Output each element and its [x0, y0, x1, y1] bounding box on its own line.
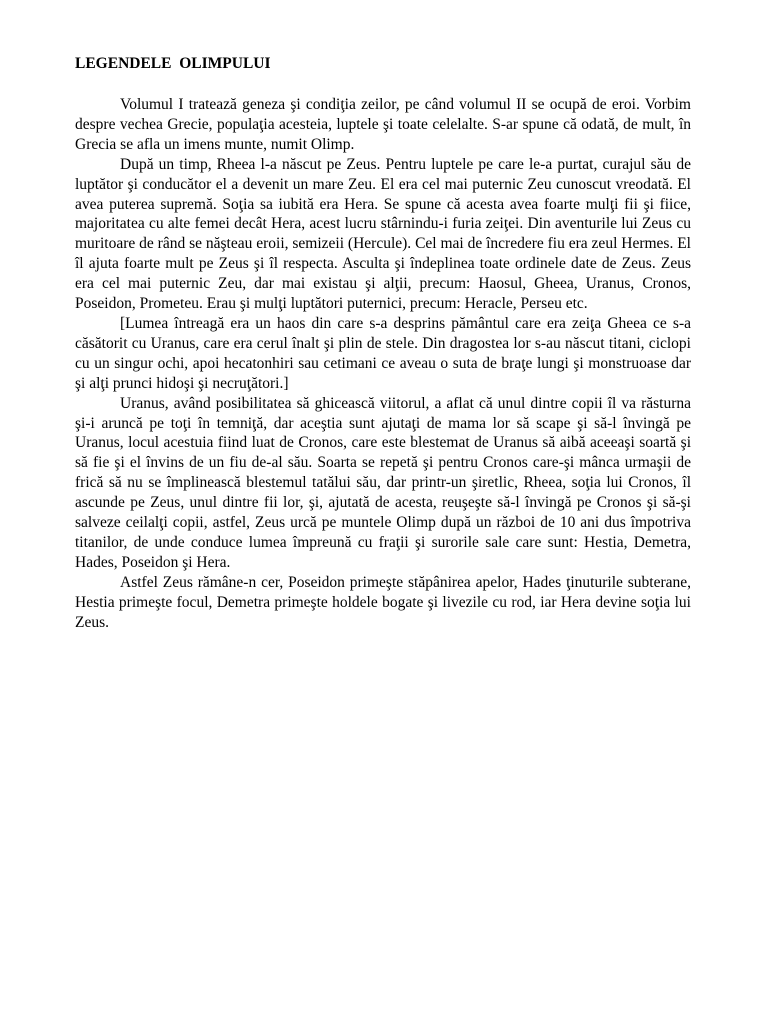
document-title: LEGENDELE OLIMPULUI [75, 55, 271, 72]
paragraph-division: Astfel Zeus rămâne-n cer, Poseidon primeşte stăpânirea apelor, Hades ţinuturile subterane, Hestia primeşte focul, Demetra primeşte holdele bogate şi livezile cu rod, iar Hera devine soţia lui Zeus. [75, 573, 691, 631]
paragraph-zeus: După un timp, Rheea l-a născut pe Zeus. Pentru luptele pe care le-a purtat, curajul său de luptător şi conducător el a devenit un mare Zeu. El era cel mai puternic Zeu cunoscut vreodată. El avea puterea supremă. Soţia sa iubită era Hera. Se spune că acesta avea foarte mulţi fii şi fiice, majoritatea cu alte femei decât Hera, acest lucru stârnindu-i furia zeiţei. Din aventurile lui Zeus cu muritoare de rând se năşteau eroii, semizeii (Hercule). Cel mai de încredere fiu era zeul Hermes. El îl ajuta foarte mult pe Zeus şi îl respecta. Asculta şi îndeplinea toate ordinele date de Zeus. Zeus era cel mai puternic Zeu, dar mai existau şi alţii, precum: Haosul, Gheea, Uranus, Cronos, Poseidon, Prometeu. Erau şi mulţi luptători puternici, precum: Heracle, Perseu etc. [75, 155, 691, 313]
document-body [75, 95, 691, 632]
paragraph-uranus: Uranus, având posibilitatea să ghicească viitorul, a aflat că unul dintre copii îl va răsturna şi-i aruncă pe toţi în temniţă, dar aceştia sunt ajutaţi de mama lor să scape şi să-l învingă pe Uranus, locul acestuia fiind luat de Cronos, care este blestemat de Uranus să aibă aceeaşi soartă şi să fie şi el învins de un fiu de-al său. Soarta se repetă şi pentru Cronos care-şi mânca urmaşii de frică să nu se împlinească blestemul tatălui său, dar printr-un şiretlic, Rheea, soţia lui Cronos, îl ascunde pe Zeus, unul dintre fii lor, şi, ajutată de acesta, reuşeşte să-l învingă pe Cronos şi să-şi salveze ceilalţi copii, astfel, Zeus urcă pe muntele Olimp după un război de 10 ani dus împotriva titanilor, de unde conduce lumea împreună cu fraţii şi surorile sale care sunt: Hestia, Demetra, Hades, Poseidon şi Hera. [75, 394, 691, 571]
paragraph-intro: Volumul I tratează geneza şi condiţia zeilor, pe când volumul II se ocupă de eroi. Vorbim despre vechea Grecie, populaţia acesteia, luptele şi toate celelalte. S-ar spune că odată, de mult, în Grecia se afla un imens munte, numit Olimp. [75, 96, 691, 153]
paragraph-chaos: [Lumea întreagă era un haos din care s-a desprins pământul care era zeiţa Gheea ce s-a căsătorit cu Uranus, care era cerul înalt şi plin de stele. Din dragostea lor s-au născut titani, ciclopi cu un singur ochi, apoi hecatonhiri sau cetimani ce aveau o suta de braţe lungi şi monstruoase dar şi alţi prunci hidoşi şi necruţători.] [75, 314, 691, 392]
